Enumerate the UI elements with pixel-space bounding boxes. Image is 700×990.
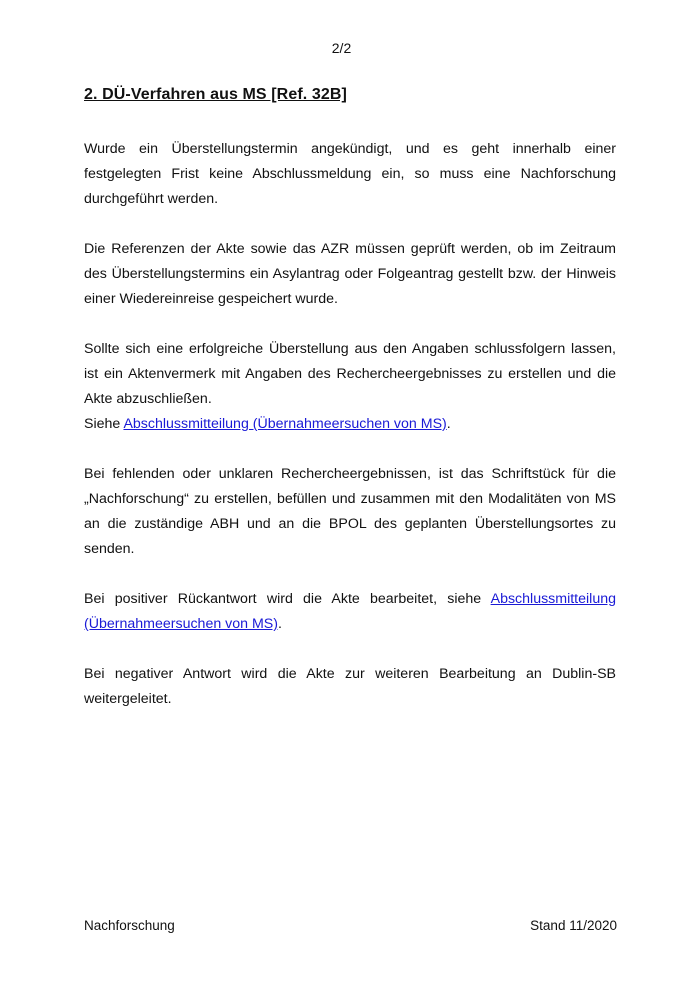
document-body — [84, 137, 616, 737]
paragraph-unclear-results: Bei fehlenden oder unklaren Rechercheergebnissen, ist das Schriftstück für die „Nachforschung“ zu erstellen, befüllen und zusammen mit den Modalitäten von MS an die zuständige ABH und an die BPOL des geplanten Überstellungsortes zu senden. — [84, 466, 616, 557]
paragraph-positive-reply — [84, 587, 616, 637]
paragraph-overdue-transfer: Wurde ein Überstellungstermin angekündigt, und es geht innerhalb einer festgelegten Frist keine Abschlussmeldung ein, so muss eine Nachforschung durchgeführt werden. — [84, 141, 616, 207]
paragraph-check-references: Die Referenzen der Akte sowie das AZR müssen geprüft werden, ob im Zeitraum des Überstellungstermins ein Asylantrag oder Folgeantrag gestellt bzw. der Hinweis einer Wiedereinreise gespeichert wurde. — [84, 241, 616, 307]
footer-title: Nachforschung — [84, 918, 175, 933]
see-prefix: Siehe — [84, 416, 124, 432]
section-heading: 2. DÜ-Verfahren aus MS [Ref. 32B] — [84, 86, 347, 103]
paragraph-successful-transfer: Sollte sich eine erfolgreiche Überstellung aus den Angaben schlussfolgern lassen, ist ein Aktenvermerk mit Angaben des Rechercheergebnisses zu erstellen und die Akte abzuschließen. — [84, 341, 616, 407]
paragraph-see-reference — [84, 412, 616, 437]
page-number: 2/2 — [331, 40, 352, 56]
link-abschlussmitteilung-2[interactable]: Abschlussmitteilung (Übernahmeersuchen von MS) — [84, 591, 616, 632]
link-abschlussmitteilung[interactable]: Abschlussmitteilung (Übernahmeersuchen von MS) — [123, 416, 447, 432]
see-suffix: . — [446, 416, 451, 432]
positive-reply-text: Bei positiver Rückantwort wird die Akte bearbeitet, siehe — [84, 591, 491, 607]
footer-date: Stand 11/2020 — [530, 918, 617, 933]
paragraph-negative-reply: Bei negativer Antwort wird die Akte zur weiteren Bearbeitung an Dublin-SB weitergeleitet. — [84, 666, 616, 707]
positive-reply-suffix: . — [277, 616, 282, 632]
